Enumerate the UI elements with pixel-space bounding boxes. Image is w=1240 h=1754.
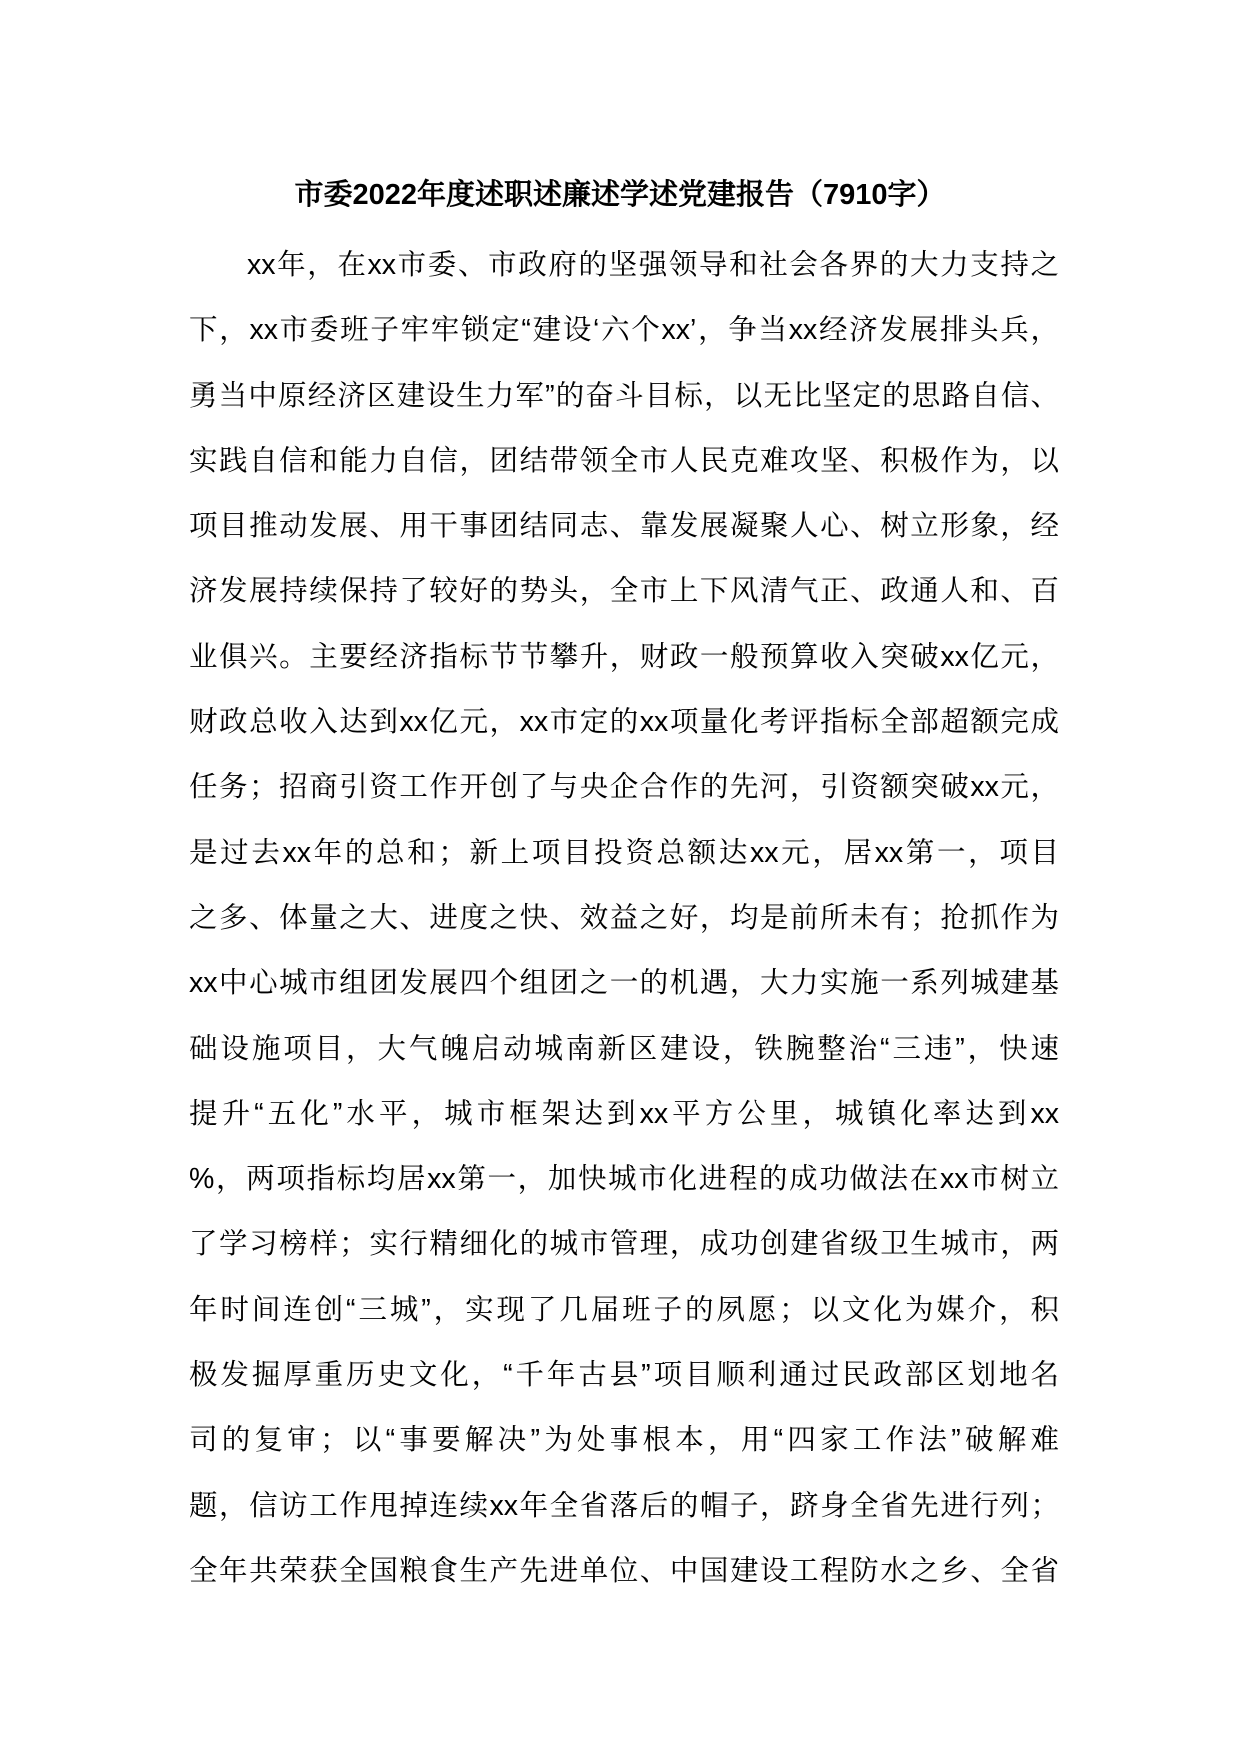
paragraph-line: 题，信访工作甩掉连续xx年全省落后的帽子，跻身全省先进行列； [189, 1489, 1059, 1522]
paragraph-line: 了学习榜样；实行精细化的城市管理，成功创建省级卫生城市，两 [189, 1228, 1059, 1261]
paragraph-line: 业俱兴。主要经济指标节节攀升，财政一般预算收入突破xx亿元， [189, 640, 1059, 673]
paragraph-line: 之多、体量之大、进度之快、效益之好，均是前所未有；抢抓作为 [189, 901, 1059, 934]
paragraph-line: 项目推动发展、用干事团结同志、靠发展凝聚人心、树立形象，经 [189, 510, 1059, 543]
document-title: 市委2022年度述职述廉述学述党建报告（7910字） [294, 179, 946, 211]
paragraph-line: 财政总收入达到xx亿元，xx市定的xx项量化考评指标全部超额完成 [189, 706, 1059, 739]
document-body [189, 233, 1059, 1604]
paragraph-line: 勇当中原经济区建设生力军”的奋斗目标，以无比坚定的思路自信、 [189, 379, 1059, 412]
paragraph-line: 实践自信和能力自信，团结带领全市人民克难攻坚、积极作为，以 [189, 444, 1059, 477]
paragraph-line: 是过去xx年的总和；新上项目投资总额达xx元，居xx第一，项目 [189, 836, 1059, 869]
paragraph-line: 年时间连创“三城”，实现了几届班子的夙愿；以文化为媒介，积 [189, 1293, 1059, 1326]
paragraph-line: 全年共荣获全国粮食生产先进单位、中国建设工程防水之乡、全省 [189, 1554, 1059, 1587]
paragraph-line: 任务；招商引资工作开创了与央企合作的先河，引资额突破xx元， [189, 771, 1059, 804]
paragraph-line: 提升“五化”水平，城市框架达到xx平方公里，城镇化率达到xx [189, 1097, 1059, 1130]
paragraph-line: 司的复审；以“事要解决”为处事根本，用“四家工作法”破解难 [189, 1424, 1059, 1457]
paragraph-line: 础设施项目，大气魄启动城南新区建设，铁腕整治“三违”，快速 [189, 1032, 1059, 1065]
paragraph-line: xx中心城市组团发展四个组团之一的机遇，大力实施一系列城建基 [189, 967, 1059, 1000]
paragraph-line: 极发掘厚重历史文化，“千年古县”项目顺利通过民政部区划地名 [189, 1359, 1059, 1392]
paragraph-line: %，两项指标均居xx第一，加快城市化进程的成功做法在xx市树立 [189, 1163, 1059, 1196]
paragraph-line: 济发展持续保持了较好的势头，全市上下风清气正、政通人和、百 [189, 575, 1059, 608]
paragraph-line: 下，xx市委班子牢牢锁定“建设‘六个xx’，争当xx经济发展排头兵， [189, 314, 1059, 347]
paragraph-line: xx年，在xx市委、市政府的坚强领导和社会各界的大力支持之 [247, 249, 1059, 281]
